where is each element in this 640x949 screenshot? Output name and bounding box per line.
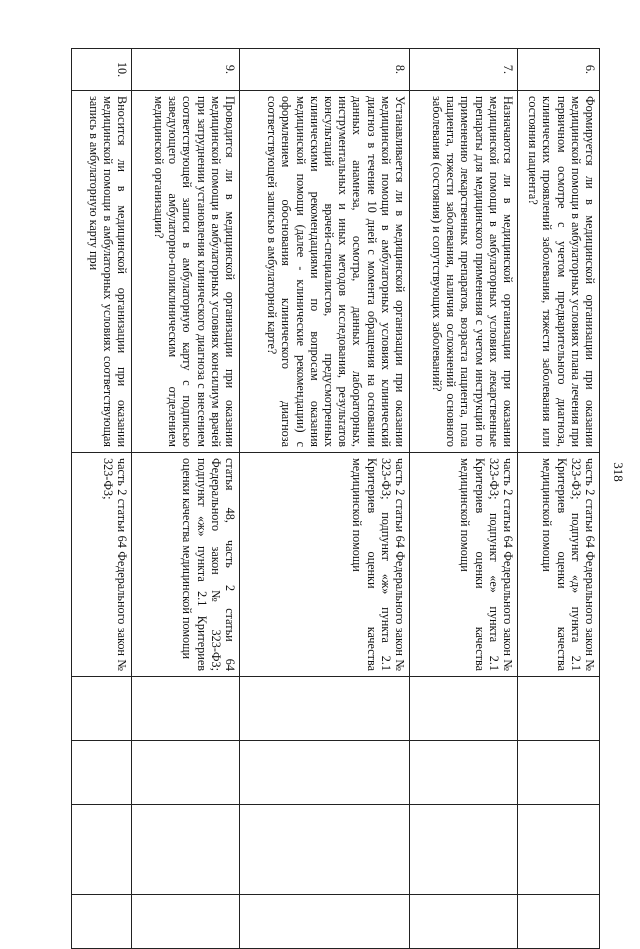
notes-cell	[410, 895, 518, 949]
row-number: 7.	[410, 49, 518, 91]
table-row	[518, 49, 600, 949]
answer-yes-cell	[410, 677, 518, 741]
answer-yes-cell	[240, 677, 410, 741]
reference-cell: часть 2 статьи 64 Федерального закон № 323-ФЗ; подпункт «д» пункта 2.1 Критериев оценки качества медицинской помощи	[518, 453, 600, 677]
question-cell: Проводится ли в медицинской организации при оказании медицинской помощи в амбулаторных условиях консилиум врачей при затруднении установления клинического диагноза с внесением соответствующей записи в амбулаторную карту с подписью заведующего амбулаторно-поликлиническим отделением медицинской организации?	[132, 91, 240, 453]
answer-yes-cell	[72, 677, 132, 741]
not-applicable-cell	[518, 805, 600, 895]
requirements-table	[71, 48, 600, 949]
answer-no-cell	[240, 741, 410, 805]
not-applicable-cell	[132, 805, 240, 895]
reference-cell: часть 2 статьи 64 Федерального закон № 323-ФЗ; подпункт «е» пункта 2.1 Критериев оценки качества медицинской помощи	[410, 453, 518, 677]
answer-yes-cell	[518, 677, 600, 741]
notes-cell	[240, 895, 410, 949]
table-row	[132, 49, 240, 949]
table-row	[240, 49, 410, 949]
answer-no-cell	[410, 741, 518, 805]
reference-cell: статья 48, часть 2 статьи 64 Федерального закон № 323-ФЗ; подпункт «ж» пункта 2.1 Критериев оценки качества медицинской помощи	[132, 453, 240, 677]
notes-cell	[72, 895, 132, 949]
answer-no-cell	[132, 741, 240, 805]
row-number: 10.	[72, 49, 132, 91]
question-cell: Формируется ли в медицинской организации при оказании медицинской помощи в амбулаторных условиях плана лечения при первичном осмотре с учетом предварительного диагноза, клинических проявлений заболевания, тяжести заболевания или состояния пациента?	[518, 91, 600, 453]
table-row	[410, 49, 518, 949]
not-applicable-cell	[72, 805, 132, 895]
notes-cell	[518, 895, 600, 949]
answer-yes-cell	[132, 677, 240, 741]
not-applicable-cell	[410, 805, 518, 895]
reference-cell: часть 2 статьи 64 Федерального закон № 323-ФЗ; подпункт «ж» пункта 2.1 Критериев оценки качества медицинской помощи	[240, 453, 410, 677]
row-number: 6.	[518, 49, 600, 91]
answer-no-cell	[518, 741, 600, 805]
page-number: 318	[611, 462, 626, 482]
row-number: 9.	[132, 49, 240, 91]
answer-no-cell	[72, 741, 132, 805]
notes-cell	[132, 895, 240, 949]
row-number: 8.	[240, 49, 410, 91]
question-cell: Устанавливается ли в медицинской организации при оказании медицинской помощи в амбулаторных условиях клинический диагноз в течение 10 дней с момента обращения на основании данных анамнеза, осмотра, данных лабораторных, инструментальных и иных методов исследования, результатов консультаций врачей-специалистов, предусмотренных клиническими рекомендациями по вопросам оказания медицинской помощи (далее - клинические рекомендации) с оформлением обоснования клинического диагноза соответствующей записью в амбулаторной карте?	[240, 91, 410, 453]
question-cell: Назначаются ли в медицинской организации при оказании медицинской помощи в амбулаторных условиях лекарственные препараты для медицинского применения с учетом инструкций по применению лекарственных препаратов, возраста пациента, пола пациента, тяжести заболевания, наличия осложнений основного заболевания (состояния) и сопутствующих заболеваний?	[410, 91, 518, 453]
table-row	[72, 49, 132, 949]
not-applicable-cell	[240, 805, 410, 895]
reference-cell: часть 2 статьи 64 Федерального закон № 323-ФЗ;	[72, 453, 132, 677]
question-cell: Вносится ли в медицинской организации при оказании медицинской помощи в амбулаторных условиях соответствующая запись в амбулаторную карту при	[72, 91, 132, 453]
